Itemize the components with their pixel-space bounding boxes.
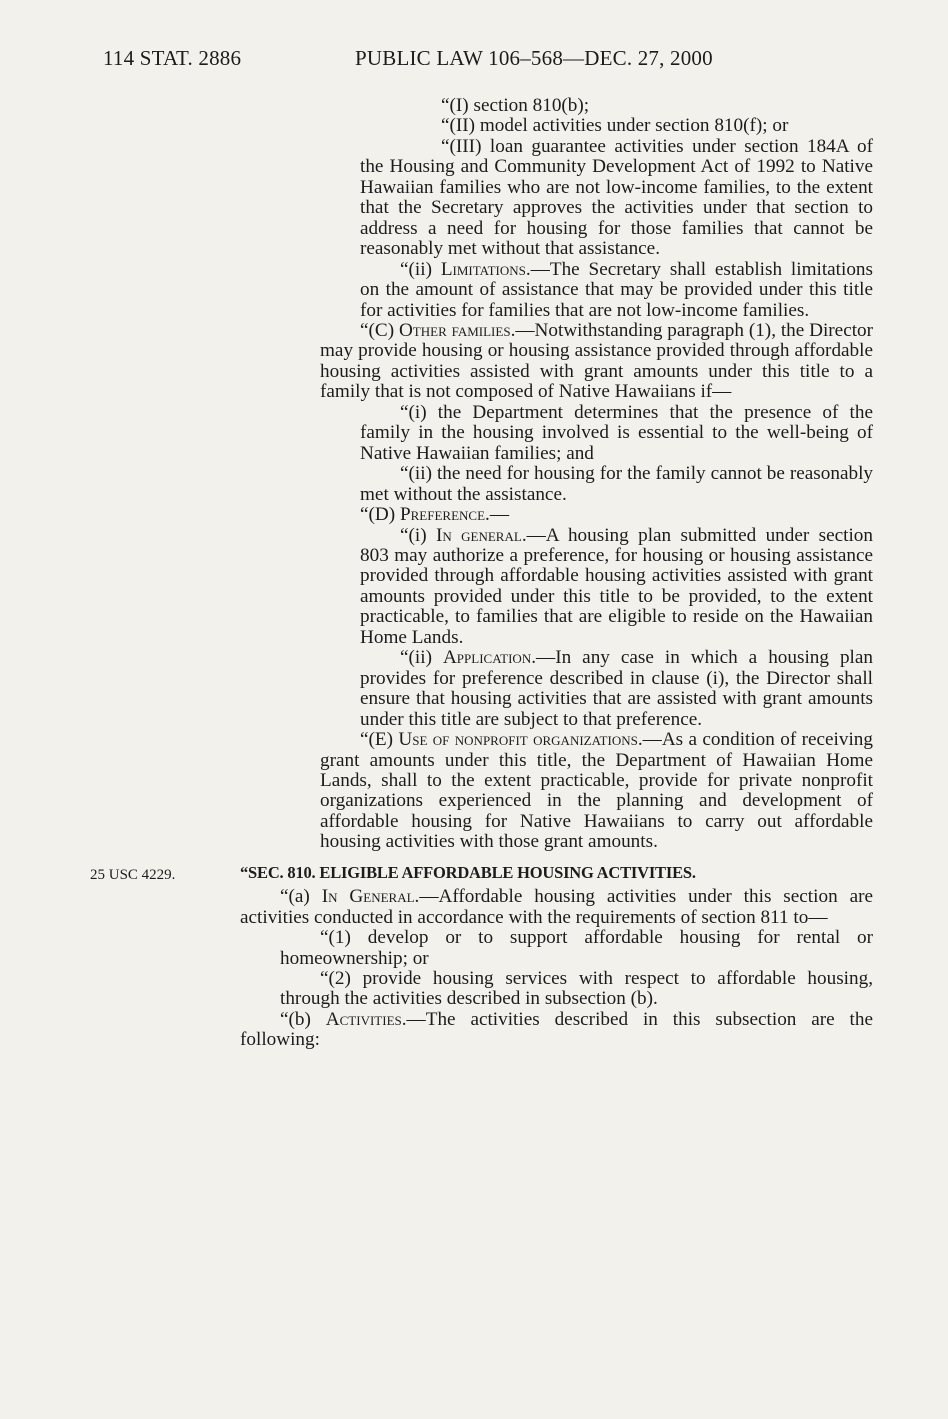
clause-ii-model-activities: “(II) model activities under section 810(f); or <box>441 115 789 137</box>
clause-prefix: “(ii) <box>400 258 441 280</box>
usc-margin-note: 25 USC 4229. <box>90 866 176 883</box>
clause-text: .—Notwithstanding paragraph (1), the Director may provide housing or housing assistance provided through affordable housing activities assisted with grant amounts under this title to a family that is not composed of Native Hawaiians if— <box>320 319 874 403</box>
clause-heading: Limitations <box>440 258 526 280</box>
clause-prefix: “(b) <box>280 1008 326 1030</box>
clause-prefix: “(C) <box>360 319 399 341</box>
clause-prefix: “(a) <box>280 886 322 908</box>
clause-text: .— <box>485 504 510 526</box>
clause-heading: Use of nonprofit organizations <box>398 729 638 751</box>
stat-citation: 114 STAT. 2886 <box>103 46 242 70</box>
subparagraph-d-preference <box>360 505 873 525</box>
clause-d-i-in-general <box>360 526 873 649</box>
clause-i-section-810b: “(I) section 810(b); <box>441 95 590 116</box>
clause-c-ii: “(ii) the need for housing for the family cannot be reasonably met without the assistance. <box>360 463 873 505</box>
clause-text: .—A housing plan submitted under section 803 may authorize a preference, for housing or housing assistance provided through affordable housing activities assisted with grant amounts provided under this title to be provided, to the extent practicable, to families that are eligible to reside on the Hawaiian Home Lands. <box>360 524 873 648</box>
clause-prefix: “(E) <box>360 729 399 751</box>
clause-prefix: “(i) <box>400 524 436 546</box>
public-law-citation: PUBLIC LAW 106–568—DEC. 27, 2000 <box>355 46 713 70</box>
subparagraph-c-other-families <box>320 321 873 403</box>
clause-heading: Activities <box>325 1008 402 1030</box>
subparagraph-e-nonprofit <box>320 730 873 853</box>
clause-heading: Application <box>442 647 532 669</box>
clause-d-ii-application <box>360 648 873 730</box>
clause-prefix: “(D) <box>360 504 400 526</box>
clause-ii-limitations <box>360 260 873 321</box>
paragraph-a-1: “(1) develop or to support affordable housing for rental or homeownership; or <box>280 927 873 969</box>
clause-heading: Preference <box>399 504 486 526</box>
clause-text: .—As a condition of receiving grant amounts under this title, the Department of Hawaiian Home Lands, shall to the extent practicable, provide for private nonprofit organizations experienced in the planning and development of affordable housing for Native Hawaiians to carry out affordable housing activities with those grant amounts. <box>320 729 873 853</box>
clause-c-i: “(i) the Department determines that the presence of the family in the housing involved is essential to the well-being of Native Hawaiian families; and <box>360 401 873 464</box>
subsection-a-in-general <box>240 887 873 928</box>
paragraph-a-2: “(2) provide housing services with respect to affordable housing, through the activities described in subsection (b). <box>280 968 873 1010</box>
subsection-b-activities <box>240 1010 873 1051</box>
clause-heading: In General <box>321 886 415 908</box>
clause-text: .—Affordable housing activities under this section are activities conducted in accordance with the requirements of section 811 to— <box>240 886 873 928</box>
clause-text: .—The activities described in this subsection are the following: <box>240 1008 873 1051</box>
clause-text: .—The Secretary shall establish limitations on the amount of assistance that may be provided under this title for activities for families that are not low-income families. <box>360 258 873 321</box>
clause-text: .—In any case in which a housing plan provides for preference described in clause (i), the Director shall ensure that housing activities that are assisted with grant amounts under this title are subject to that preference. <box>360 647 873 730</box>
clause-iii-loan-guarantee: “(III) loan guarantee activities under section 184A of the Housing and Community Development Act of 1992 to Native Hawaiian families who are not low-income families, to the extent that the Secretary approves the activities under that section to address a need for housing for those families that cannot be reasonably met without that assistance. <box>360 135 873 260</box>
clause-prefix: “(ii) <box>400 647 443 669</box>
document-body <box>0 96 948 1051</box>
clause-heading: In general <box>436 524 522 546</box>
section-heading: “SEC. 810. ELIGIBLE AFFORDABLE HOUSING ACTIVITIES. <box>240 862 696 882</box>
section-810-heading-row <box>0 863 948 883</box>
clause-heading: Other families <box>398 319 511 341</box>
